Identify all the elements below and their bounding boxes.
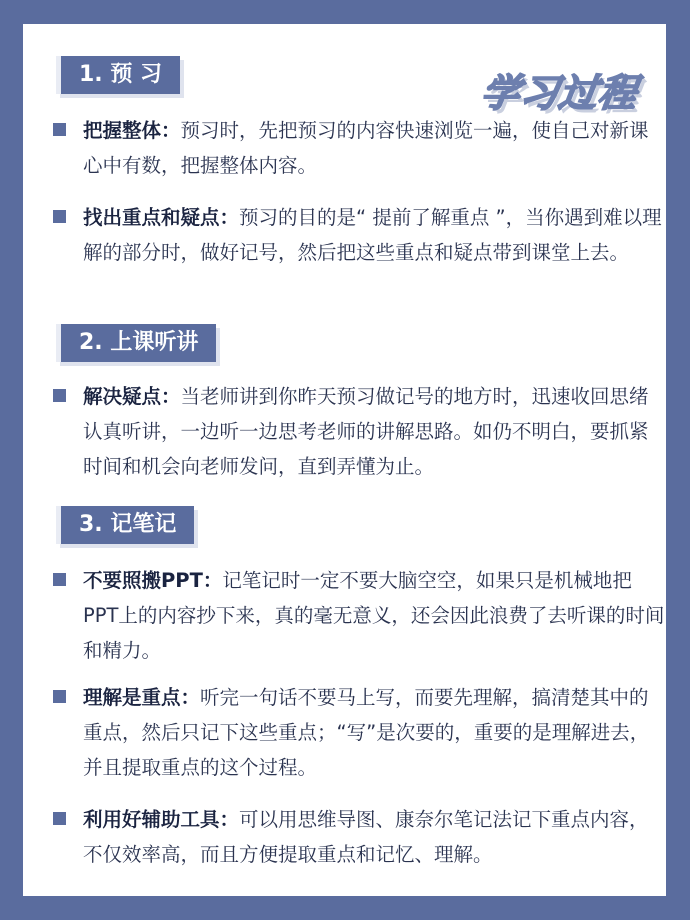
section-header-notes: 3. 记笔记 bbox=[56, 506, 194, 544]
item-key: 把握整体： bbox=[83, 119, 181, 142]
square-bullet-icon bbox=[53, 123, 66, 136]
list-item bbox=[53, 802, 665, 872]
item-body: 预习的目的是“ 提前了解重点 ”，当你遇到难以理解的部分时，做好记号，然后把这些重点和疑点带到课堂上去。 bbox=[83, 206, 662, 264]
item-key: 利用好辅助工具： bbox=[83, 808, 240, 831]
square-bullet-icon bbox=[53, 573, 66, 586]
list-item bbox=[53, 200, 665, 270]
page-title: 学习过程 bbox=[478, 71, 641, 115]
item-body: 预习时，先把预习的内容快速浏览一遍，使自己对新课心中有数，把握整体内容。 bbox=[83, 119, 649, 177]
list-item bbox=[53, 680, 665, 785]
item-key: 理解是重点： bbox=[83, 686, 201, 709]
section-header-preview: 1. 预 习 bbox=[56, 56, 180, 94]
item-body: 可以用思维导图、康奈尔笔记法记下重点内容，不仅效率高，而且方便提取重点和记忆、理解。 bbox=[83, 808, 649, 866]
item-body: 听完一句话不要马上写，而要先理解，搞清楚其中的重点，然后只记下这些重点；“写”是次要的，重要的是理解进去，并且提取重点的这个过程。 bbox=[83, 686, 650, 779]
item-key: 找出重点和疑点： bbox=[83, 206, 240, 229]
item-key: 解决疑点： bbox=[83, 385, 181, 408]
square-bullet-icon bbox=[53, 210, 66, 223]
square-bullet-icon bbox=[53, 690, 66, 703]
item-key: 不要照搬PPT： bbox=[83, 569, 223, 592]
list-item bbox=[53, 563, 665, 668]
section-header-lecture: 2. 上课听讲 bbox=[56, 324, 216, 362]
item-body: 当老师讲到你昨天预习做记号的地方时，迅速收回思绪认真听讲，一边听一边思考老师的讲解思路。如仍不明白，要抓紧时间和机会向老师发问，直到弄懂为止。 bbox=[83, 385, 649, 478]
list-item bbox=[53, 113, 665, 183]
content-card bbox=[23, 24, 666, 896]
list-item bbox=[53, 379, 665, 484]
item-body: 记笔记时一定不要大脑空空，如果只是机械地把PPT上的内容抄下来，真的毫无意义，还会因此浪费了去听课的时间和精力。 bbox=[83, 569, 665, 662]
square-bullet-icon bbox=[53, 389, 66, 402]
square-bullet-icon bbox=[53, 812, 66, 825]
